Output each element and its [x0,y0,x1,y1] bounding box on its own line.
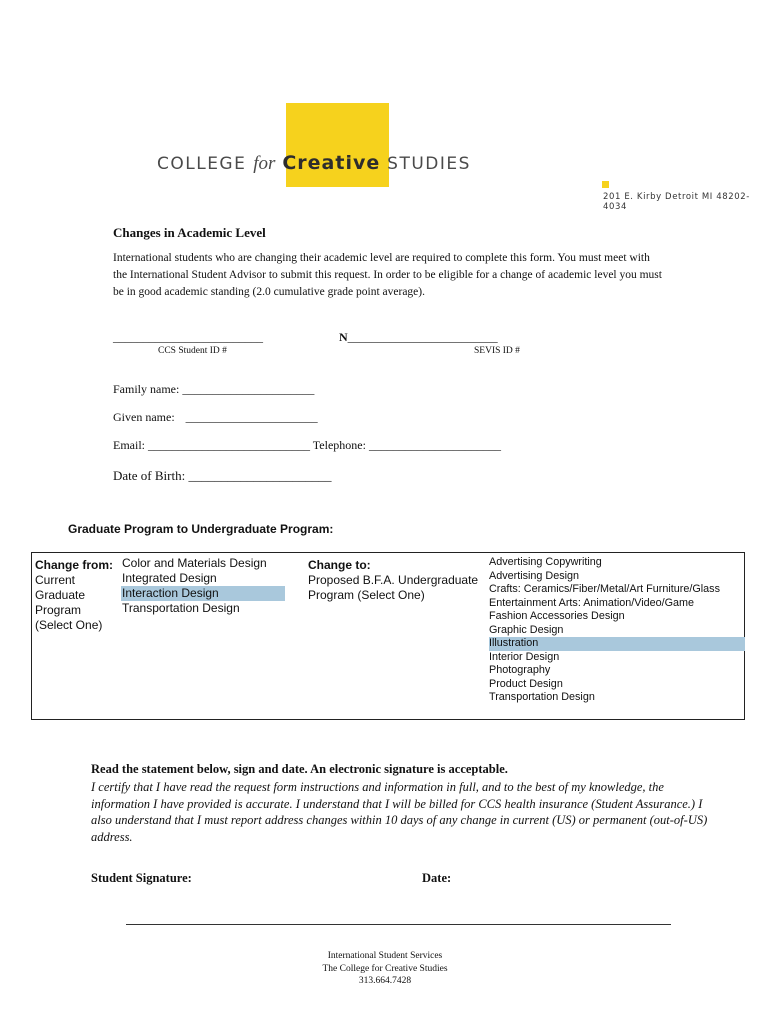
footer-office: International Student Services [327,951,443,961]
footer-divider [126,924,671,925]
from-option-selected[interactable]: Interaction Design [121,586,285,601]
to-option[interactable]: Advertising Design [489,569,580,582]
change-from-sub-line: Program [35,603,82,617]
certification-statement: I certify that I have read the request form instructions and information in full, and to the best of my knowledge, the information I have provided is accurate. I understand that I will be billed for CCS health insurance (Student Assurance.) I also understand that I must report address changes within 10 days of any change in current (US) or permanent (out-of-US) address. [91,780,708,844]
program-section-title: Graduate Program to Undergraduate Program: [68,522,334,536]
change-to-sub-line: Program (Select One) [308,588,425,602]
contact-row [113,438,501,453]
change-from-sub-line: Graduate [35,588,86,602]
college-address: 201 E. Kirby Detroit MI 48202-4034 [603,192,750,212]
form-intro: International students who are changing their academic level are required to complete this form. You must meet with the International Student Advisor to submit this request. In order to be eligible for a change of academic level you must be in good academic standing (2.0 cumulative grade point average). [113,252,662,298]
telephone-field[interactable]: ______________________ [368,438,501,452]
change-to-sub-line: Proposed B.F.A. Undergraduate [308,573,479,587]
to-option[interactable]: Entertainment Arts: Animation/Video/Game [489,596,695,609]
date-label: Date: [422,871,452,885]
given-name-row [113,410,318,425]
logo-word-college: COLLEGE [157,154,247,174]
to-option[interactable]: Crafts: Ceramics/Fiber/Metal/Art Furniture/Glass [489,583,720,595]
logo-word-studies: STUDIES [387,154,471,174]
dob-field[interactable]: ______________________ [188,468,332,483]
to-option[interactable]: Advertising Copywriting [489,556,602,568]
student-signature-label: Student Signature: [91,871,192,885]
to-option[interactable]: Photography [489,664,551,676]
given-name-field[interactable]: ______________________ [185,410,318,424]
sevis-blank: _________________________ [347,330,498,344]
to-option[interactable]: Graphic Design [489,623,564,636]
to-option[interactable]: Fashion Accessories Design [489,610,625,622]
sevis-id-field[interactable] [339,330,498,345]
footer-college: The College for Creative Studies [322,963,448,974]
student-id-caption: CCS Student ID # [158,346,227,356]
to-option-selected[interactable]: Illustration [489,637,745,651]
email-field[interactable]: ___________________________ [148,438,310,452]
given-name-label: Given name: [113,410,175,424]
change-from-sub-line: Current [35,573,76,587]
to-option[interactable]: Product Design [489,677,563,690]
dob-row [113,468,331,484]
from-option[interactable]: Transportation Design [122,601,240,615]
family-name-label: Family name: [113,382,180,396]
change-to-label: Change to: [308,558,371,572]
sevis-id-caption: SEVIS ID # [474,346,520,356]
to-option[interactable]: Transportation Design [489,691,595,703]
family-name-field[interactable]: ______________________ [182,382,315,396]
student-id-field[interactable]: _________________________ [113,330,263,344]
email-label: Email: [113,438,145,452]
family-name-row [113,382,314,397]
certification-title: Read the statement below, sign and date. An electronic signature is acceptable. [91,762,508,776]
change-from-listbox[interactable] [121,556,285,616]
sevis-prefix: N [339,330,348,344]
from-option[interactable]: Color and Materials Design [122,556,267,570]
change-to-label-group [308,558,478,603]
footer [235,950,535,988]
footer-phone: 313.664.7428 [358,976,412,986]
logo-word-creative: Creative [282,152,381,174]
address-square-icon [602,181,609,188]
change-from-sub-line: (Select One) [35,618,103,632]
change-from-label: Change from: [35,558,113,572]
telephone-label: Telephone: [312,438,366,452]
from-option[interactable]: Integrated Design [122,571,217,585]
to-option[interactable]: Interior Design [489,650,560,663]
college-logo [157,152,471,175]
change-from-label-group [35,558,113,633]
student-signature-field[interactable] [215,866,395,886]
logo-word-for: for [253,153,276,174]
date-field[interactable] [462,866,652,886]
form-title: Changes in Academic Level [113,225,266,240]
change-to-listbox[interactable] [489,556,745,705]
dob-label: Date of Birth: [113,468,186,483]
